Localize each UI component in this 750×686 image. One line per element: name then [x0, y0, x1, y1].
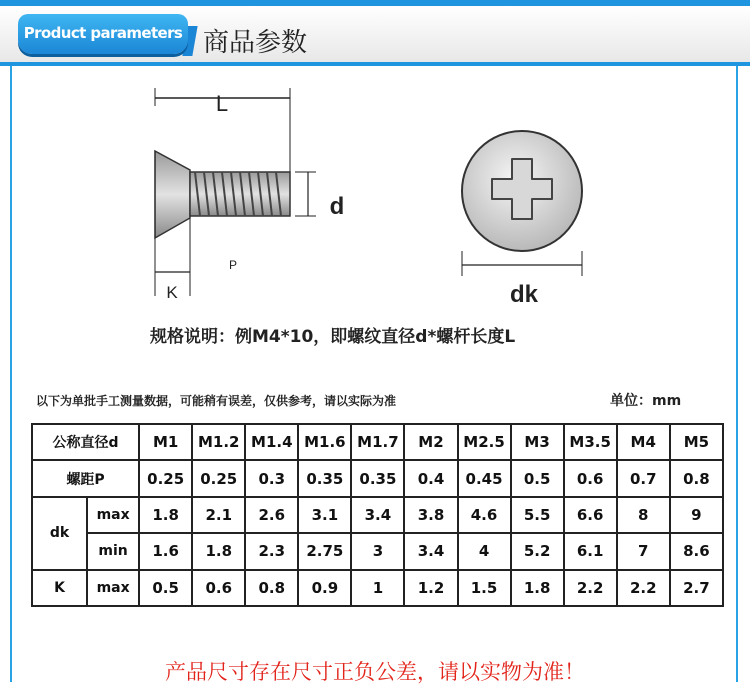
dk-min-label-cell: min: [87, 533, 139, 569]
size-cell: M1.4: [245, 424, 298, 460]
k-max-cell: 1.2: [404, 570, 457, 606]
pitch-cell: 0.35: [351, 460, 404, 496]
pitch-cell: 0.4: [404, 460, 457, 496]
dk-max-cell: 6.6: [564, 497, 617, 533]
k-max-cell: 0.5: [139, 570, 192, 606]
k-max-cell: 0.8: [245, 570, 298, 606]
pitch-cell: 0.7: [617, 460, 670, 496]
dk-max-cell: 3.4: [351, 497, 404, 533]
size-cell: M1.7: [351, 424, 404, 460]
size-cell: M1.6: [298, 424, 351, 460]
size-cell: M2: [404, 424, 457, 460]
size-cell: M1: [139, 424, 192, 460]
pitch-cell: 0.45: [458, 460, 511, 496]
unit-label: 单位：mm: [610, 393, 682, 409]
k-max-cell: 0.6: [192, 570, 245, 606]
spec-description: 规格说明：例M4*10，即螺纹直径d*螺杆长度L: [150, 327, 516, 347]
dk-max-cell: 2.1: [192, 497, 245, 533]
dk-label-cell: dk: [32, 497, 87, 570]
k-max-cell: 2.7: [670, 570, 723, 606]
pitch-cell: 0.3: [245, 460, 298, 496]
dk-max-cell: 2.6: [245, 497, 298, 533]
screw-diagram: [0, 66, 750, 316]
pitch-cell: 0.25: [139, 460, 192, 496]
label-d: d: [329, 193, 345, 220]
k-max-cell: 1.5: [458, 570, 511, 606]
k-max-label-cell: max: [87, 570, 139, 606]
dk-min-cell: 2.75: [298, 533, 351, 569]
dk-min-cell: 1.8: [192, 533, 245, 569]
section-header: [0, 0, 750, 66]
screw-head-side: [155, 151, 190, 238]
k-max-cell: 1.8: [511, 570, 564, 606]
section-title: 商品参数: [203, 28, 308, 58]
table-row-pitch: [32, 460, 723, 496]
pitch-label-cell: 螺距P: [32, 460, 139, 496]
k-max-cell: 0.9: [298, 570, 351, 606]
dk-max-cell: 9: [670, 497, 723, 533]
parameter-table: [31, 423, 724, 607]
tolerance-warning: 产品尺寸存在尺寸正负公差，请以实物为准！: [165, 660, 585, 684]
dk-max-label-cell: max: [87, 497, 139, 533]
dk-max-cell: 8: [617, 497, 670, 533]
k-label-cell: K: [32, 570, 87, 606]
dk-min-cell: 6.1: [564, 533, 617, 569]
table-row-size: [32, 424, 723, 460]
dk-min-cell: 3.4: [404, 533, 457, 569]
size-cell: M1.2: [192, 424, 245, 460]
pitch-cell: 0.5: [511, 460, 564, 496]
dk-min-cell: 2.3: [245, 533, 298, 569]
k-max-cell: 1: [351, 570, 404, 606]
pitch-cell: 0.6: [564, 460, 617, 496]
pitch-cell: 0.25: [192, 460, 245, 496]
section-badge: Product parameters: [18, 14, 188, 54]
label-dk: dk: [509, 281, 539, 308]
table-row-dk-min: [32, 533, 723, 569]
dk-max-cell: 1.8: [139, 497, 192, 533]
label-L: L: [215, 91, 229, 116]
dk-max-cell: 3.1: [298, 497, 351, 533]
k-max-cell: 2.2: [564, 570, 617, 606]
pitch-cell: 0.8: [670, 460, 723, 496]
dk-min-cell: 7: [617, 533, 670, 569]
label-K: K: [166, 283, 178, 302]
dk-min-cell: 4: [458, 533, 511, 569]
header-label-cell: 公称直径d: [32, 424, 139, 460]
dk-max-cell: 5.5: [511, 497, 564, 533]
dk-max-cell: 3.8: [404, 497, 457, 533]
size-cell: M3.5: [564, 424, 617, 460]
size-cell: M3: [511, 424, 564, 460]
dk-min-cell: 8.6: [670, 533, 723, 569]
pitch-cell: 0.35: [298, 460, 351, 496]
table-row-dk-max: [32, 497, 723, 533]
size-cell: M5: [670, 424, 723, 460]
size-cell: M4: [617, 424, 670, 460]
dk-min-cell: 5.2: [511, 533, 564, 569]
measurement-note: 以下为单批手工测量数据，可能稍有误差，仅供参考，请以实际为准: [36, 394, 397, 408]
size-cell: M2.5: [458, 424, 511, 460]
label-P: P: [228, 258, 238, 272]
dk-max-cell: 4.6: [458, 497, 511, 533]
table-row-k-max: [32, 570, 723, 606]
dk-min-cell: 1.6: [139, 533, 192, 569]
k-max-cell: 2.2: [617, 570, 670, 606]
dk-min-cell: 3: [351, 533, 404, 569]
